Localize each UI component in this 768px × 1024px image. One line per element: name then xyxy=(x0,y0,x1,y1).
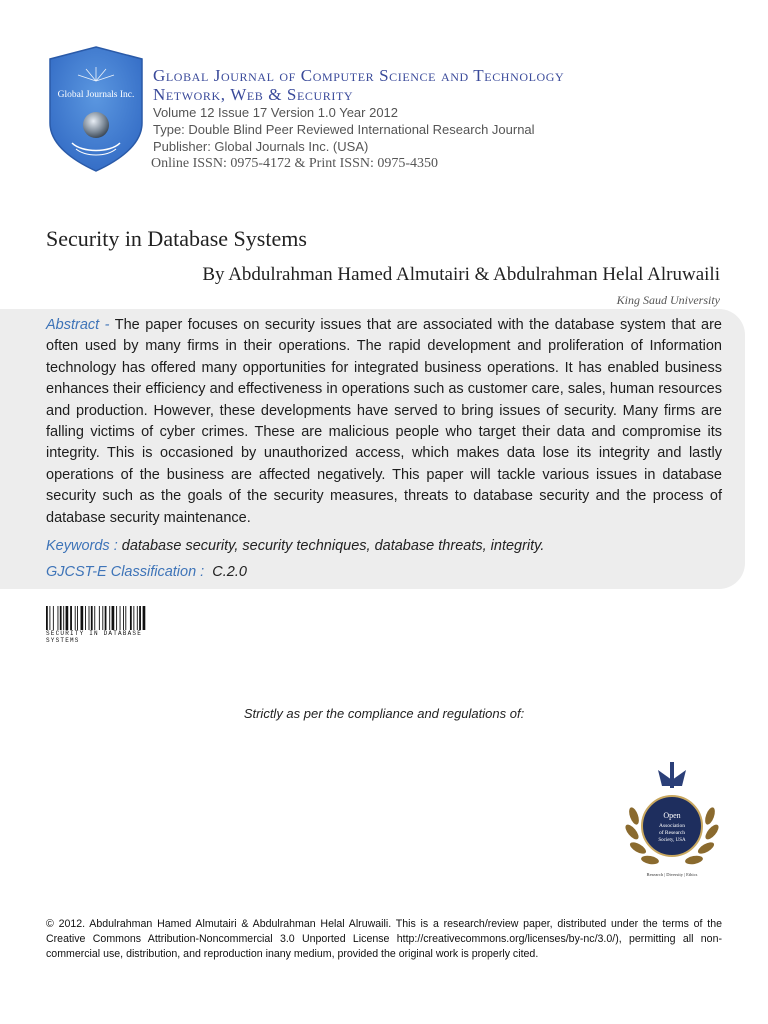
keywords-label: Keywords : xyxy=(46,538,118,554)
journal-header xyxy=(153,66,713,173)
abstract-label: Abstract - xyxy=(46,317,110,333)
classification xyxy=(46,564,247,580)
oars-seal xyxy=(620,756,724,880)
global-journals-logo xyxy=(46,45,146,173)
abstract xyxy=(46,315,722,529)
journal-issn: Online ISSN: 0975-4172 & Print ISSN: 0975-4350 xyxy=(151,156,439,171)
seal-motto: Research | Diversity | Ethics xyxy=(646,872,698,877)
journal-title-line2: Network, Web & Security xyxy=(153,85,354,104)
seal-line3: of Research xyxy=(658,830,686,836)
journal-type: Type: Double Blind Peer Reviewed International Research Journal xyxy=(153,122,535,137)
paper-affiliation: King Saud University xyxy=(616,293,720,307)
keywords-text: database security, security techniques, database threats, integrity. xyxy=(121,538,545,554)
abstract-text: The paper focuses on security issues that are associated with the database system that are often used by many firms in their operations. The rapid development and proliferation of Information technology has offered many opportunities for integrated business operations. It has enabled business enhances their efficiency and effectiveness in operations such as customer care, sales, human resources and production. However, these developments have served to bring issues of security. Many firms are falling victims of cyber crimes. These are malicious people who target their data and compromise its integrity. This is occasioned by unauthorized access, which makes data lose its integrity and lastly operations of the business are affected negatively. This paper will tackle various issues in database security such as the goals of the security measures, threats to database security and the process of database security maintenance. xyxy=(46,317,722,526)
seal-line1: Open xyxy=(663,811,681,820)
barcode-text: SECURITY IN DATABASE SYSTEMS xyxy=(46,630,143,644)
journal-volume: Volume 12 Issue 17 Version 1.0 Year 2012 xyxy=(153,105,399,120)
seal-line4: Society, USA xyxy=(658,838,686,843)
journal-title-line1: Global Journal of Computer Science and Technology xyxy=(153,66,565,85)
paper-title: Security in Database Systems xyxy=(46,226,307,251)
logo-text: Global Journals Inc. xyxy=(57,90,135,100)
journal-publisher: Publisher: Global Journals Inc. (USA) xyxy=(153,139,369,154)
seal-line2: Association xyxy=(659,823,685,829)
compliance-note: Strictly as per the compliance and regulations of: xyxy=(243,706,525,721)
license-footer: © 2012. Abdulrahman Hamed Almutairi & Abdulrahman Helal Alruwaili. This is a research/review paper, distributed under the terms of the Creative Commons Attribution-Noncommercial 3.0 Unported License http://creativecommons.org/licenses/by-nc/3.0/), permitting all non-commercial use, distribution, and reproduction inany medium, provided the original work is properly cited. xyxy=(46,918,722,960)
classification-label: GJCST-E Classification : xyxy=(46,564,205,580)
keywords xyxy=(46,538,544,554)
barcode xyxy=(46,606,176,630)
paper-authors: By Abdulrahman Hamed Almutairi & Abdulrahman Helal Alruwaili xyxy=(202,264,720,285)
classification-value: C.2.0 xyxy=(212,564,247,580)
